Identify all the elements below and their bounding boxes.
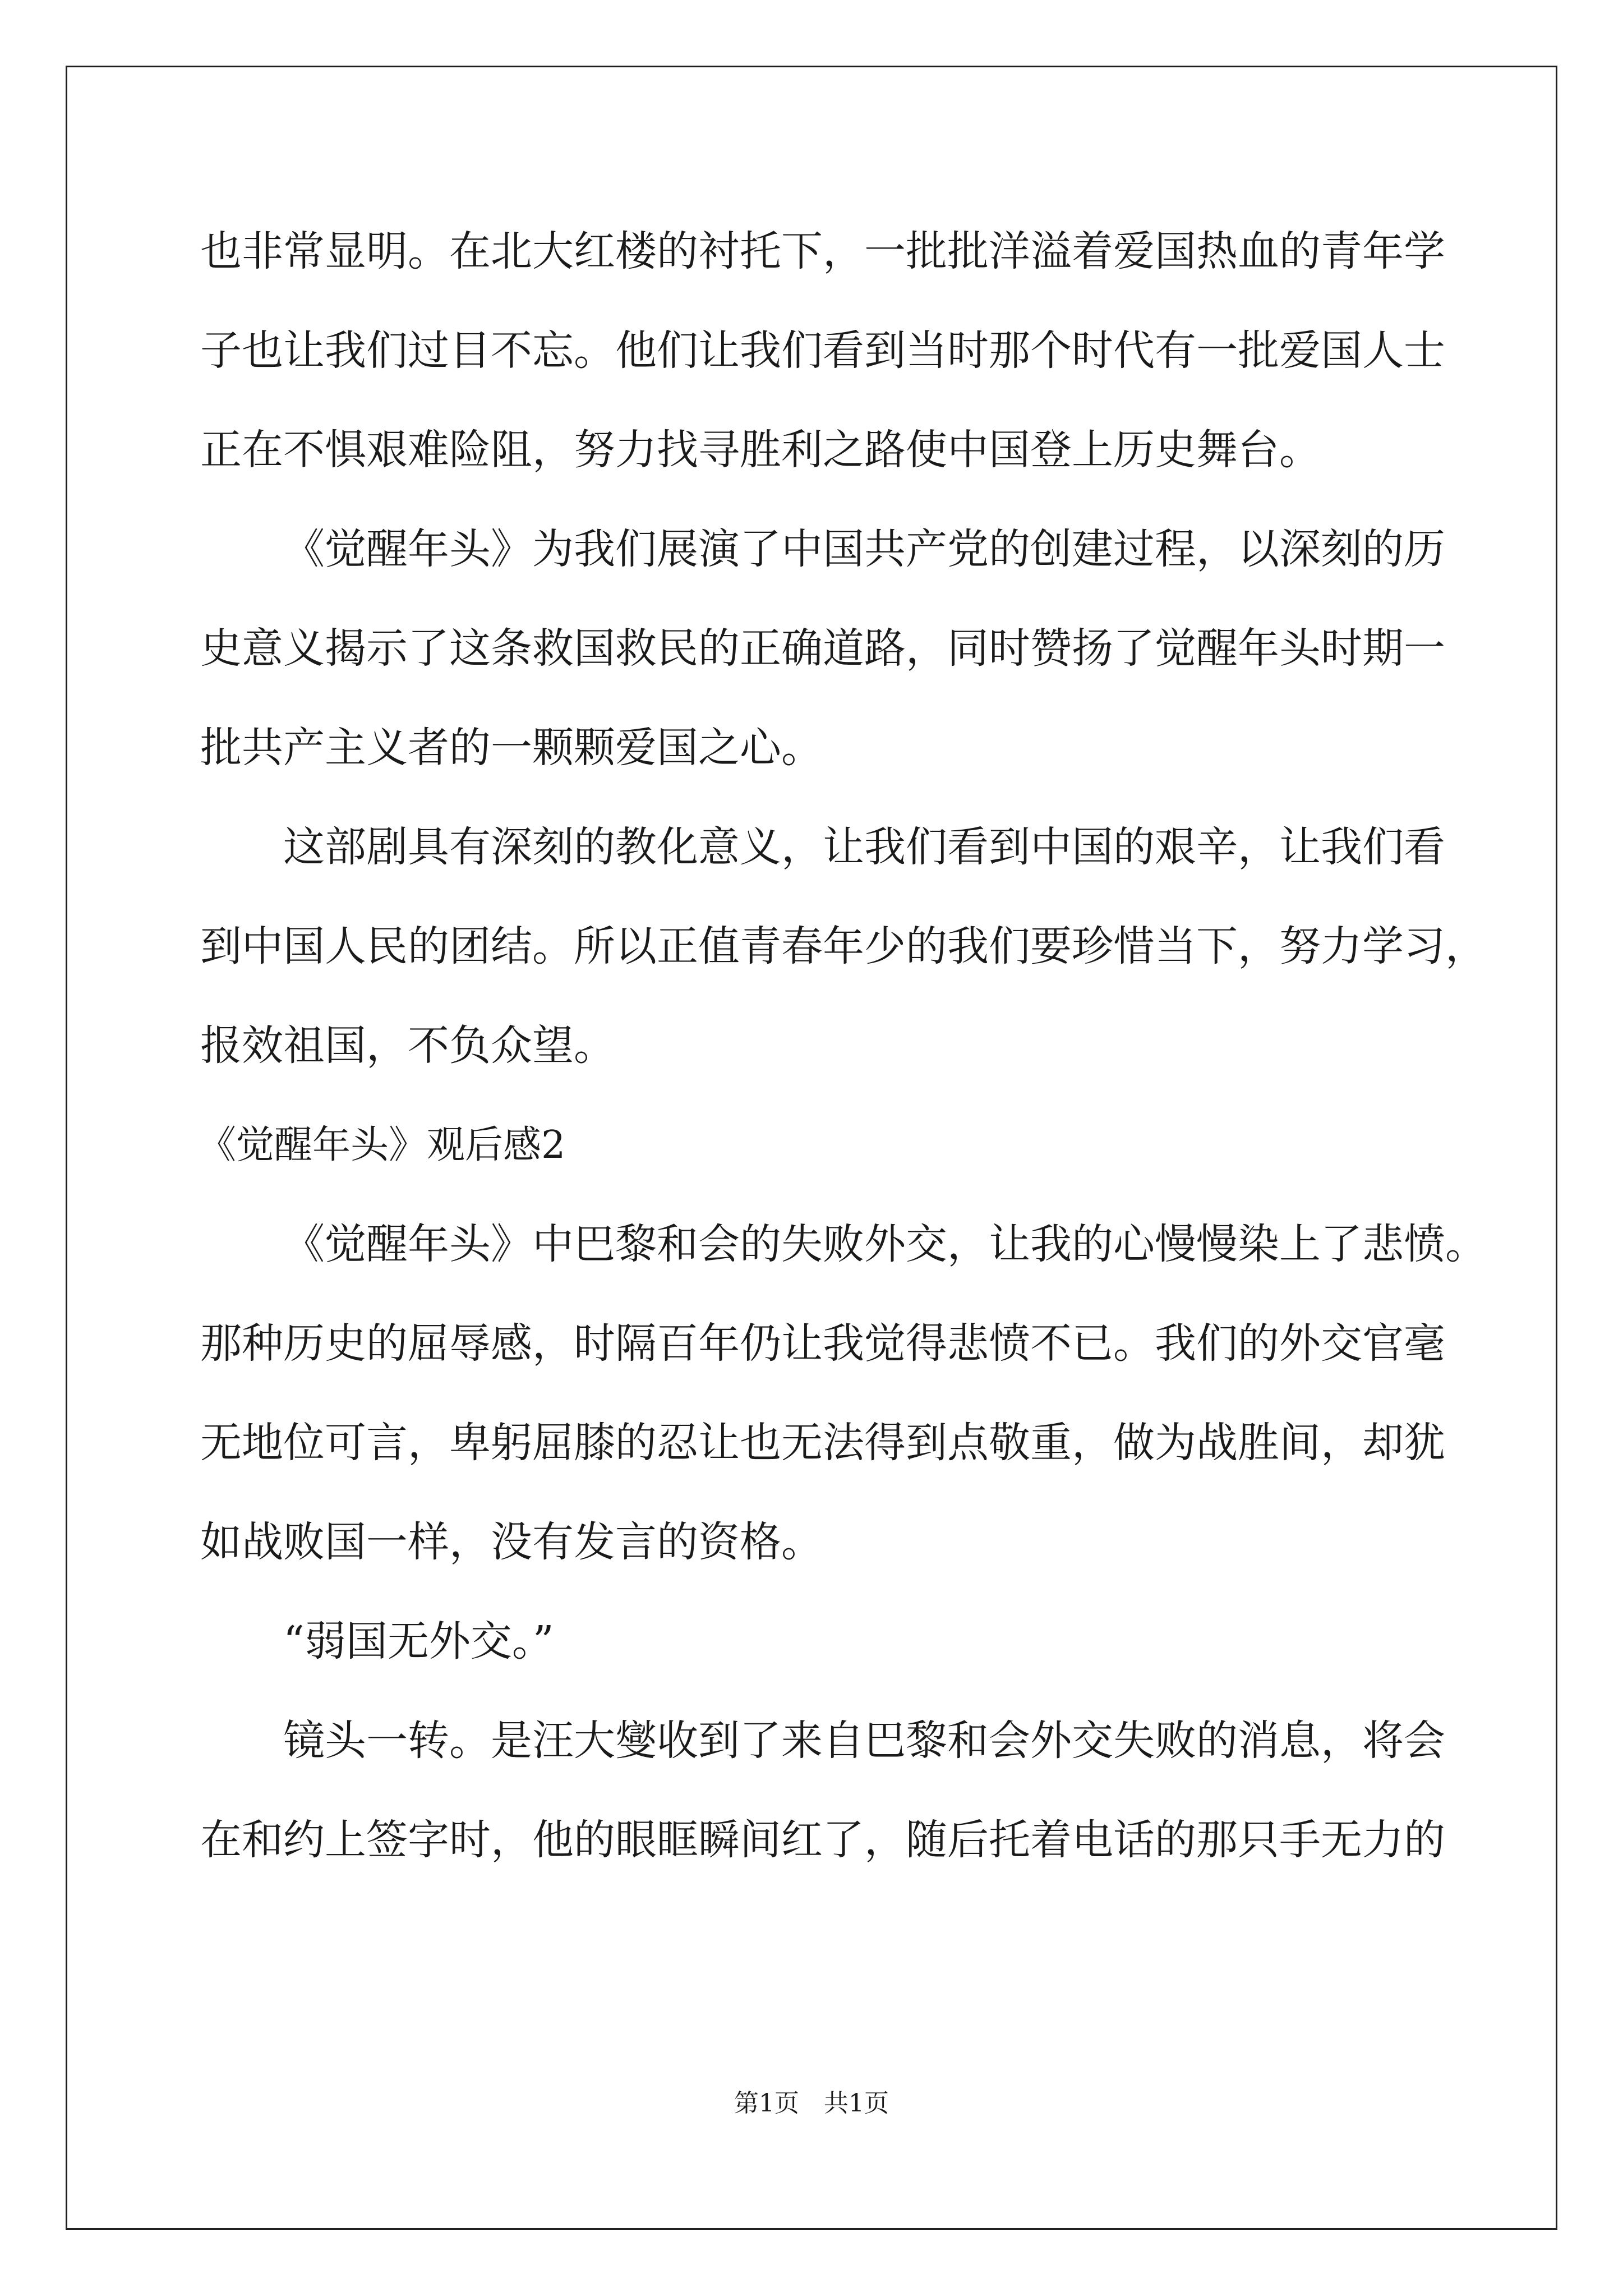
section-heading: 《觉醒年头》观后感2 [198, 1123, 566, 1167]
paragraph-line-11: 《觉醒年头》中巴黎和会的失败外交，让我的心慢慢染上了悲愤。 [283, 1220, 1487, 1268]
page-footer [0, 2087, 1623, 2120]
paragraph-line-5: 史意义揭示了这条救国救民的正确道路，同时赞扬了觉醒年头时期一 [200, 624, 1445, 673]
paragraph-line-4: 《觉醒年头》为我们展演了中国共产党的创建过程，以深刻的历 [283, 525, 1445, 573]
paragraph-line-8: 到中国人民的团结。所以正值青春年少的我们要珍惜当下，努力学习， [200, 922, 1487, 970]
paragraph-line-12: 那种历史的屈辱感，时隔百年仍让我觉得悲愤不已。我们的外交官毫 [200, 1319, 1445, 1368]
paragraph-line-9: 报效祖国，不负众望。 [200, 1022, 615, 1070]
paragraph-line-14: 如战败国一样，没有发言的资格。 [200, 1518, 823, 1566]
page-number-current: 第1页 [734, 2089, 799, 2118]
page-number-total: 共1页 [824, 2089, 889, 2118]
paragraph-line-6: 批共产主义者的一颗颗爱国之心。 [200, 724, 823, 772]
paragraph-line-17: 在和约上签字时，他的眼眶瞬间红了，随后托着电话的那只手无力的 [200, 1816, 1445, 1864]
paragraph-line-1: 也非常显明。在北大红楼的衬托下，一批批洋溢着爱国热血的青年学 [200, 227, 1445, 275]
document-body [198, 202, 1487, 1890]
paragraph-line-7: 这部剧具有深刻的教化意义，让我们看到中国的艰辛，让我们看 [283, 823, 1445, 871]
paragraph-line-13: 无地位可言，卑躬屈膝的忍让也无法得到点敬重，做为战胜间，却犹 [200, 1419, 1445, 1467]
quote-line: “弱国无外交。” [283, 1617, 554, 1665]
paragraph-line-2: 子也让我们过目不忘。他们让我们看到当时那个时代有一批爱国人士 [200, 326, 1445, 375]
paragraph-line-16: 镜头一转。是汪大燮收到了来自巴黎和会外交失败的消息，将会 [283, 1717, 1445, 1765]
paragraph-line-3: 正在不惧艰难险阻，努力找寻胜利之路使中国登上历史舞台。 [200, 426, 1321, 474]
